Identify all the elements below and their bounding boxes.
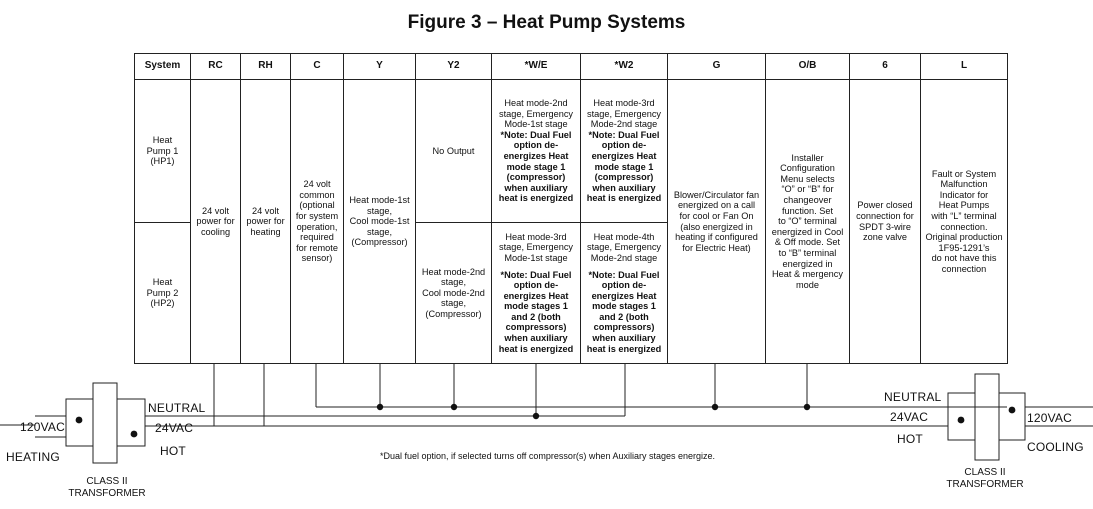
header-cell: Y2 [416, 54, 492, 80]
left-primary-dot [76, 417, 83, 424]
right-input-label: 120VAC [1027, 411, 1073, 425]
right-primary-dot [1009, 407, 1016, 414]
c-cell: 24 volt common (optional for system operation, required for remote sensor) [291, 80, 344, 364]
w2-hp2-text: Heat mode-4th stage, Emergency Mode-2nd stage [586, 231, 662, 263]
header-cell: *W2 [581, 54, 668, 80]
rc-cell: 24 volt power for cooling [191, 80, 241, 364]
footnote: *Dual fuel option, if selected turns off compressor(s) when Auxiliary stages energize. [380, 451, 715, 461]
six-cell: Power closed connection for SPDT 3-wire zone valve [850, 80, 921, 364]
junction-dot [533, 413, 539, 419]
right-transformer-secondary [948, 393, 975, 440]
junction-dot [712, 404, 718, 410]
header-cell: System [135, 54, 191, 80]
hp2-label-cell: Heat Pump 2 (HP2) [135, 223, 191, 364]
junction-dot [804, 404, 810, 410]
y2-hp2-cell: Heat mode-2nd stage, Cool mode-2nd stage, (Compressor) [416, 223, 492, 364]
header-cell: RH [241, 54, 291, 80]
header-cell: L [921, 54, 1008, 80]
left-hot-label: HOT [160, 444, 186, 458]
right-transformer-primary [999, 393, 1025, 440]
cooling-label: COOLING [1027, 440, 1084, 454]
left-secondary-dot [131, 431, 138, 438]
header-cell: 6 [850, 54, 921, 80]
hp1-label-cell: Heat Pump 1 (HP1) [135, 80, 191, 223]
w2-hp1-note: *Note: Dual Fuel option de- energizes Heat mode stage 1 (compressor) when auxiliary heat is energized [586, 129, 662, 204]
left-transformer-caption: CLASS II TRANSFORMER [68, 476, 146, 499]
left-neutral-label: NEUTRAL [148, 401, 206, 415]
rh-cell: 24 volt power for heating [241, 80, 291, 364]
w2-hp1-text: Heat mode-3rd stage, Emergency Mode-2nd stage [586, 98, 662, 130]
figure-title: Figure 3 – Heat Pump Systems [407, 12, 686, 33]
left-transformer-core [93, 383, 117, 463]
header-cell: G [668, 54, 766, 80]
right-24vac-label: 24VAC [890, 410, 929, 424]
w2-hp2-note: *Note: Dual Fuel option de- energizes Heat mode stages 1 and 2 (both compressors) when auxiliary heat is energized [586, 269, 662, 354]
g-cell: Blower/Circulator fan energized on a call for cool or Fan On (also energized in heating if configured for Electric Heat) [668, 80, 766, 364]
we-hp1-note: *Note: Dual Fuel option de- energizes Heat mode stage 1 (compressor) when auxiliary heat is energized [498, 129, 574, 204]
left-transformer-secondary [117, 399, 145, 446]
l-cell: Fault or System Malfunction Indicator for Heat Pumps with “L” terminal connection. Original production 1F95-1291’s do not have this connection [921, 80, 1008, 364]
junction-dot [451, 404, 457, 410]
header-cell: RC [191, 54, 241, 80]
we-hp1-text: Heat mode-2nd stage, Emergency Mode-1st stage [498, 98, 574, 130]
header-cell: Y [344, 54, 416, 80]
header-cell: O/B [766, 54, 850, 80]
left-24vac-label: 24VAC [155, 421, 194, 435]
right-transformer-caption: CLASS II TRANSFORMER [946, 467, 1024, 490]
heating-label: HEATING [6, 450, 60, 464]
ob-cell: Installer Configuration Menu selects “O” or “B” for changeover function. Set to “O” terminal energized in Cool & Off mode. Set to “B” terminal energized in Heat & mergency mode [766, 80, 850, 364]
junction-dot [377, 404, 383, 410]
header-cell: *W/E [492, 54, 581, 80]
left-input-label: 120VAC [20, 420, 66, 434]
right-transformer-core [975, 374, 999, 460]
right-secondary-dot [958, 417, 965, 424]
y2-hp1-cell: No Output [416, 80, 492, 223]
right-hot-label: HOT [897, 432, 923, 446]
y-cell: Heat mode-1st stage, Cool mode-1st stage, (Compressor) [344, 80, 416, 364]
we-hp2-note: *Note: Dual Fuel option de- energizes Heat mode stages 1 and 2 (both compressors) when auxiliary heat is energized [498, 269, 574, 354]
we-hp2-text: Heat mode-3rd stage, Emergency Mode-1st stage [498, 231, 574, 263]
right-neutral-label: NEUTRAL [884, 390, 942, 404]
header-cell: C [291, 54, 344, 80]
